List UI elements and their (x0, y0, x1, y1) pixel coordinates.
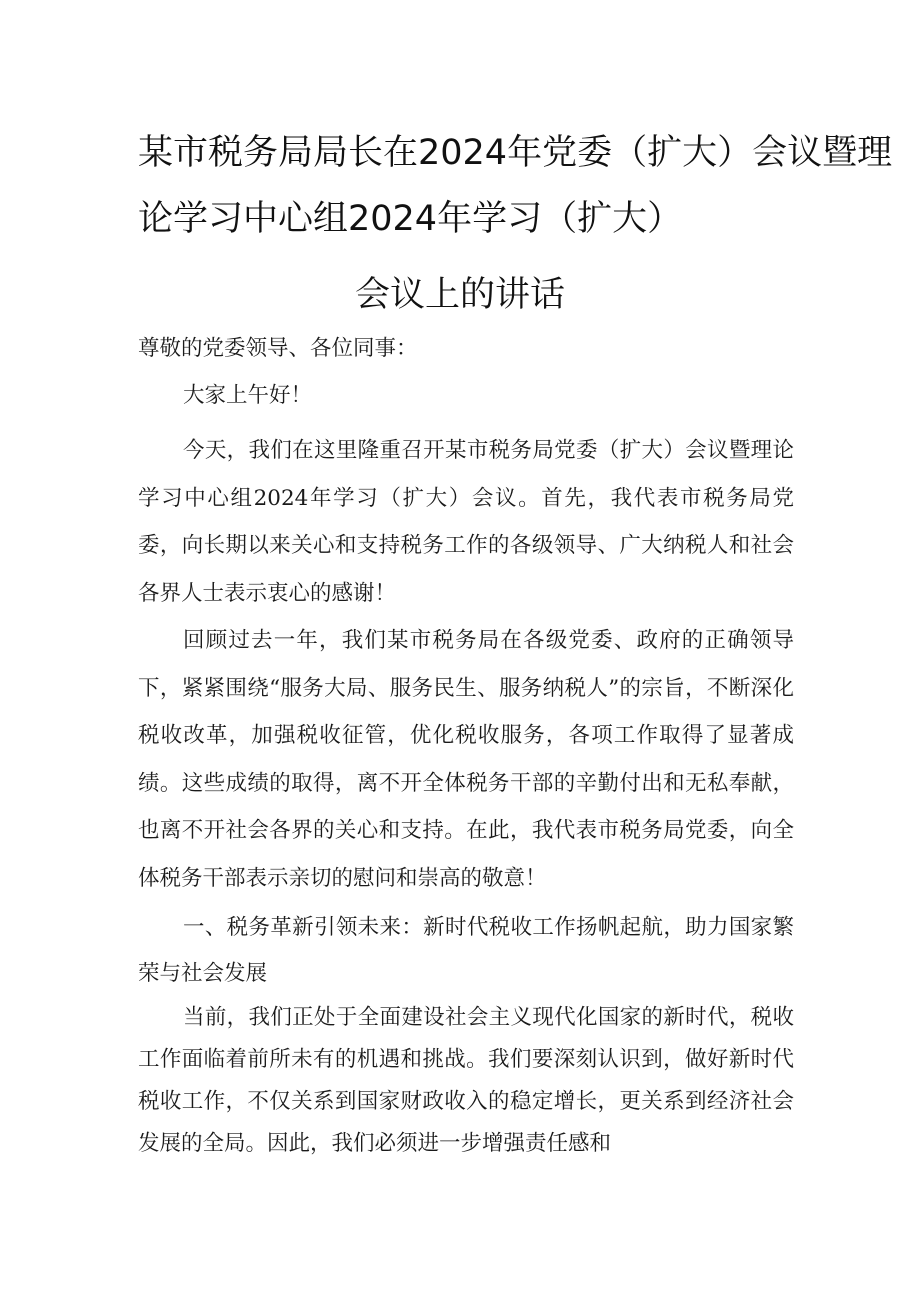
document-title-line-2: 论学习中心组2024年学习（扩大） (138, 199, 683, 239)
section-heading: 一、税务革新引领未来：新时代税收工作扬帆起航，助力国家繁荣与社会发展 (138, 915, 794, 986)
paragraph-opening: 今天，我们在这里隆重召开某市税务局党委（扩大）会议暨理论学习中心组2024年学习（扩大）会议。首先，我代表市税务局党委，向长期以来关心和支持税务工作的各级领导、广大纳税人和社会各界人士表示衷心的感谢！ (138, 438, 794, 606)
greeting: 大家上午好！ (183, 383, 313, 408)
paragraph-review: 回顾过去一年，我们某市税务局在各级党委、政府的正确领导下，紧紧围绕“服务大局、服务民生、服务纳税人”的宗旨，不断深化税收改革，加强税收征管，优化税收服务，各项工作取得了显著成绩。这些成绩的取得，离不开全体税务干部的辛勤付出和无私奉献，也离不开社会各界的关心和支持。在此，我代表市税务局党委，向全体税务干部表示亲切的慰问和崇高的敬意！ (138, 628, 794, 891)
salutation: 尊敬的党委领导、各位同事： (138, 336, 418, 361)
document-title-line-3: 会议上的讲话 (354, 275, 565, 315)
document-title-line-1: 某市税务局局长在2024年党委（扩大）会议暨理 (138, 133, 893, 173)
section-paragraph: 当前，我们正处于全面建设社会主义现代化国家的新时代，税收工作面临着前所未有的机遇和挑战。我们要深刻认识到，做好新时代税收工作，不仅关系到国家财政收入的稳定增长，更关系到经济社会发展的全局。因此，我们必须进一步增强责任感和 (138, 1005, 794, 1156)
